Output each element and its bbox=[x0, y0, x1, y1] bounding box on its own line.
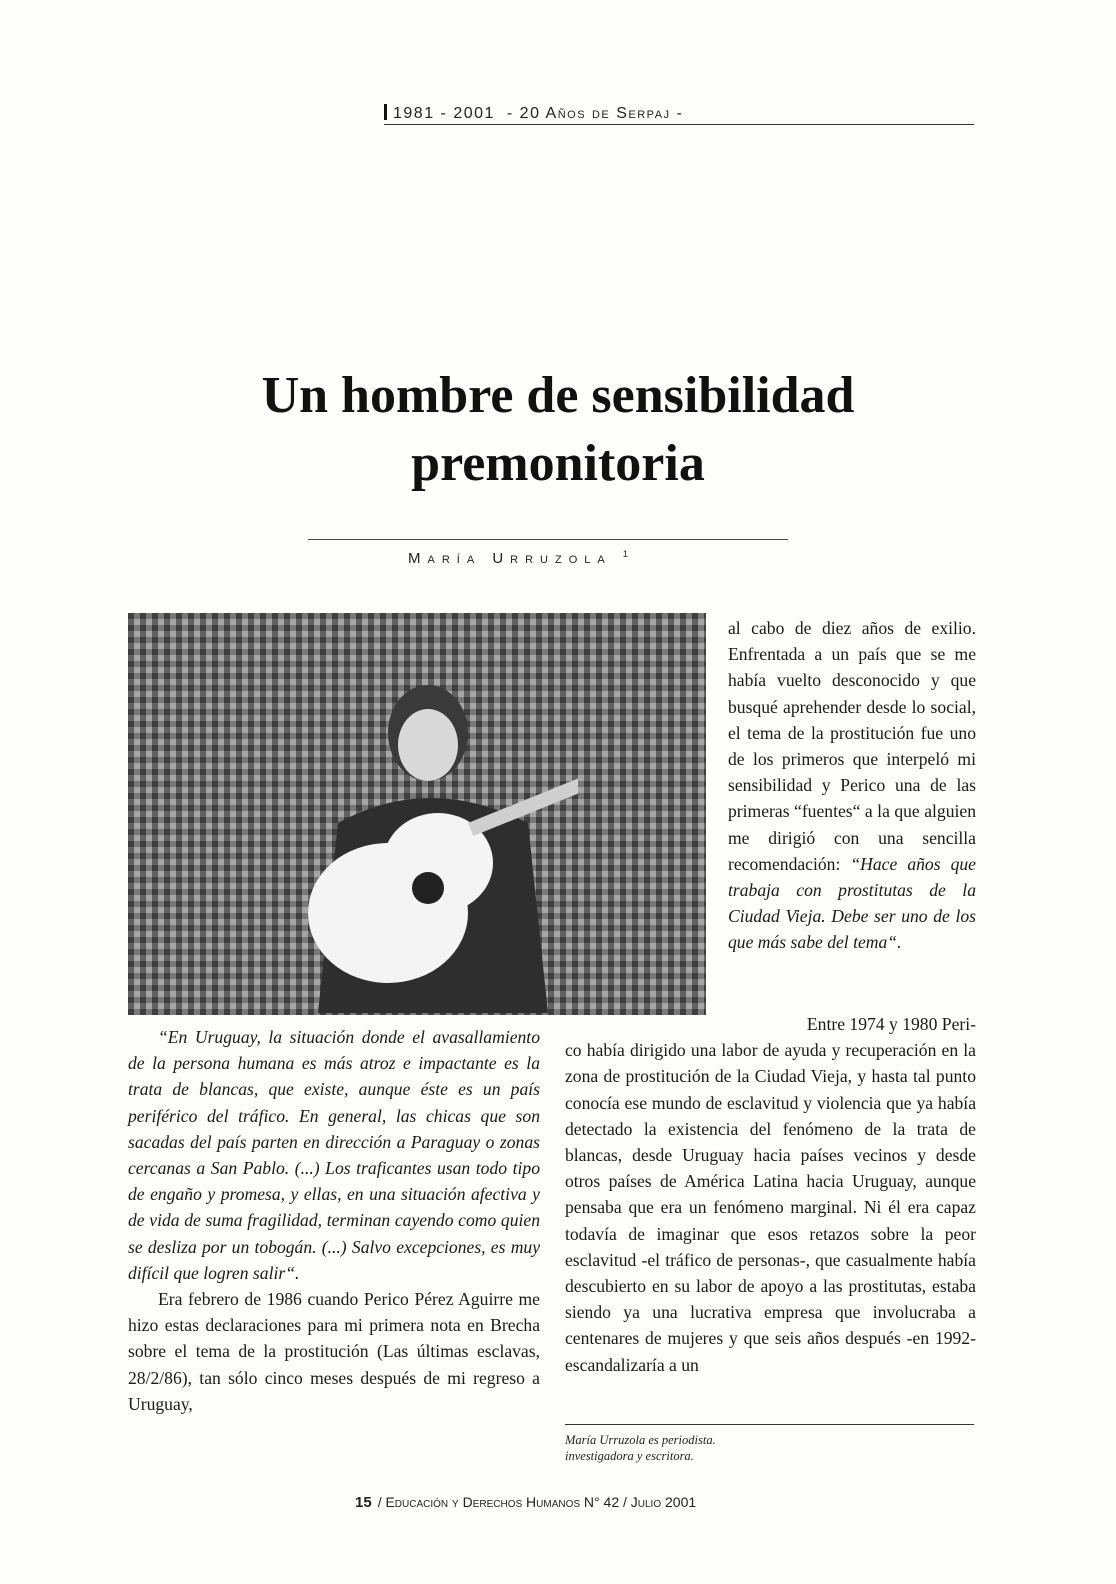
title-rule bbox=[308, 539, 788, 540]
left-column bbox=[128, 1024, 540, 1417]
guitar-player-photo bbox=[128, 613, 706, 1015]
person-with-guitar-icon bbox=[278, 653, 578, 1013]
page-footer bbox=[355, 1494, 775, 1511]
header-bar bbox=[384, 104, 387, 120]
right-paragraph-2: co había dirigido una labor de ayuda y recuperación en la zona de prostitución de la Ciudad Vieja, y hasta tal punto conocía ese mundo de esclavitud y violencia que ya había detectado la existencia del fenómeno de la trata de blancas, desde Uruguay hacia países vecinos y desde otros países de América Latina hacia Uruguay, aunque pensaba que era un fenómeno marginal. Ni él era capaz todavía de imaginar que esos retazos sobre la peor esclavitud -el tráfico de personas-, que casualmente había descubierto en su labor de apoyo a las prostitutas, estaba siendo ya una lucrativa empresa que involucraba a centenares de mujeres y que seis años después -en 1992- escandalizaría a un bbox=[565, 1040, 976, 1375]
author-note-mark: 1 bbox=[622, 549, 628, 559]
article-title bbox=[100, 362, 1016, 498]
left-paragraph: Era febrero de 1986 cuando Perico Pérez Aguirre me hizo estas declaraciones para mi primera nota en Brecha sobre el tema de la prostitución (Las últimas esclavas, 28/2/86), tan sólo cinco meses después de mi regreso a Uruguay, bbox=[128, 1289, 540, 1414]
publication-info: / Educación y Derechos Humanos N° 42 / Julio 2001 bbox=[377, 1494, 697, 1510]
footnote bbox=[565, 1432, 865, 1464]
page-number: 15 bbox=[355, 1494, 372, 1511]
running-header bbox=[384, 104, 974, 125]
title-line-1: Un hombre de sensibilidad bbox=[261, 367, 855, 424]
right-column-top bbox=[728, 615, 976, 956]
left-quote: “En Uruguay, la situación donde el avasallamiento de la persona humana es más atroz e impactante es la trata de blancas, que existe, aunque éste es un país periférico del tráfico. En general, las chicas que son sacadas del país parten en dirección a Paraguay o zonas cercanas a San Pablo. (...) Los traficantes usan todo tipo de engaño y promesa, y ellas, en una situación afectiva y de vida de suma fragilidad, terminan cayendo como quien se desliza por un tobogán. (...) Salvo excepciones, es muy difícil que logren salir“. bbox=[128, 1027, 540, 1283]
right-column-bottom bbox=[565, 1011, 976, 1378]
footnote-line-2: investigadora y escritora. bbox=[565, 1449, 694, 1463]
right-paragraph-2-first-line: Entre 1974 y 1980 Peri- bbox=[806, 1014, 976, 1034]
author-name: María Urruzola bbox=[408, 550, 612, 567]
right-quote: “Hace años que trabaja con prostitutas de la Ciudad Vieja. Debe ser uno de los que más sabe del tema“. bbox=[728, 853, 976, 953]
right-paragraph-1: al cabo de diez años de exilio. Enfrentada a un país que se me había vuelto desconocido y que busqué aprehender desde lo social, el tema de la prostitución fue uno de los primeros que interpeló mi sensibilidad y Perico una de las primeras “fuentes“ a la que alguien me dirigió con una sencilla recomendación: bbox=[728, 618, 976, 874]
author-byline bbox=[408, 549, 628, 567]
footnote-rule bbox=[565, 1424, 974, 1425]
footnote-line-1: María Urruzola es periodista. bbox=[565, 1433, 716, 1447]
title-line-2: premonitoria bbox=[411, 435, 705, 492]
header-series: - 20 Años de Serpaj - bbox=[506, 105, 684, 122]
header-years: 1981 - 2001 bbox=[393, 105, 495, 122]
